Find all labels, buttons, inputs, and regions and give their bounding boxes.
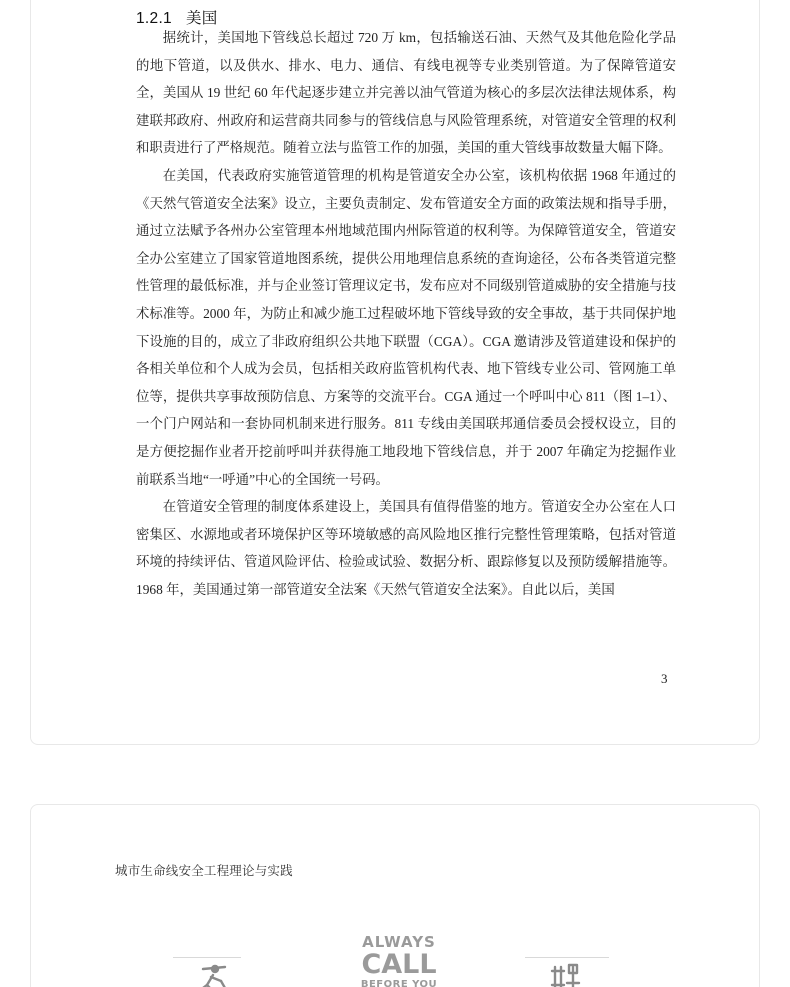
logo-text: BEFORE YOU: [360, 979, 438, 987]
figure-divider: [173, 957, 241, 958]
paragraph: 据统计，美国地下管线总长超过 720 万 km，包括输送石油、天然气及其他危险化学品的地下管道，以及供水、排水、电力、通信、有线电视等专业类别管道。为了保障管道安全，美国从 19 世纪 60 年代起逐步建立并完善以油气管道为核心的多层次法律法规体系，构建联邦政府、州政府和运营商共同参与的管线信息与风险管理系统，对管道安全管理的权利和职责进行了严格规范。随着立法与监管工作的加强，美国的重大管线事故数量大幅下降。: [136, 30, 676, 156]
figure-divider: [525, 957, 609, 958]
document-page: [30, 0, 760, 745]
section-number: 1.2.1: [136, 10, 172, 27]
pipe-wrench-icon: [549, 961, 585, 987]
body-text: [136, 24, 676, 603]
call-811-logo: [353, 935, 445, 987]
logo-text: ALWAYS: [362, 933, 436, 951]
digging-worker-icon: [189, 961, 233, 987]
paragraph: 在管道安全管理的制度体系建设上，美国具有值得借鉴的地方。管道安全办公室在人口密集区、水源地或者环境保护区等环境敏感的高风险地区推行完整性管理策略，包括对管道环境的持续评估、管道风险评估、检验或试验、数据分析、跟踪修复以及预防缓解措施等。1968 年，美国通过第一部管道安全法案《天然气管道安全法案》。自此以后，美国: [136, 499, 676, 597]
section-title: 美国: [185, 10, 218, 27]
running-header: 城市生命线安全工程理论与实践: [115, 864, 293, 878]
paragraph: 在美国，代表政府实施管道管理的机构是管道安全办公室，该机构依据 1968 年通过的《天然气管道安全法案》设立，主要负责制定、发布管道安全方面的政策法规和指导手册，通过立法赋予各州办公室管理本州地域范围内州际管道的权利等。为保障管道安全，管道安全办公室建立了国家管道地图系统，提供公用地理信息系统的查询途径，公布各类管道完整性管理的最低标准，并与企业签订管理议定书，发布应对不同级别管道威胁的安全措施与技术标准等。2000 年，为防止和减少施工过程破坏地下管线导致的安全事故，基于共同保护地下设施的目的，成立了非政府组织公共地下联盟（CGA）。CGA 邀请涉及管道建设和保护的各相关单位和个人成为会员，包括相关政府监管机构代表、地下管线专业公司、管网施工单位等，提供共享事故预防信息、方案等的交流平台。CGA 通过一个呼叫中心 811（图 1–1）、一个门户网站和一套协同机制来进行服务。811 专线由美国联邦通信委员会授权设立，目的是方便挖掘作业者开挖前呼叫并获得施工地段地下管线信息，并于 2007 年确定为挖掘作业前联系当地“一呼通”中心的全国统一号码。: [136, 167, 676, 487]
document-page: [30, 804, 760, 987]
page-number: 3: [661, 671, 668, 686]
figure: [31, 905, 761, 987]
logo-text: CALL: [361, 949, 437, 980]
